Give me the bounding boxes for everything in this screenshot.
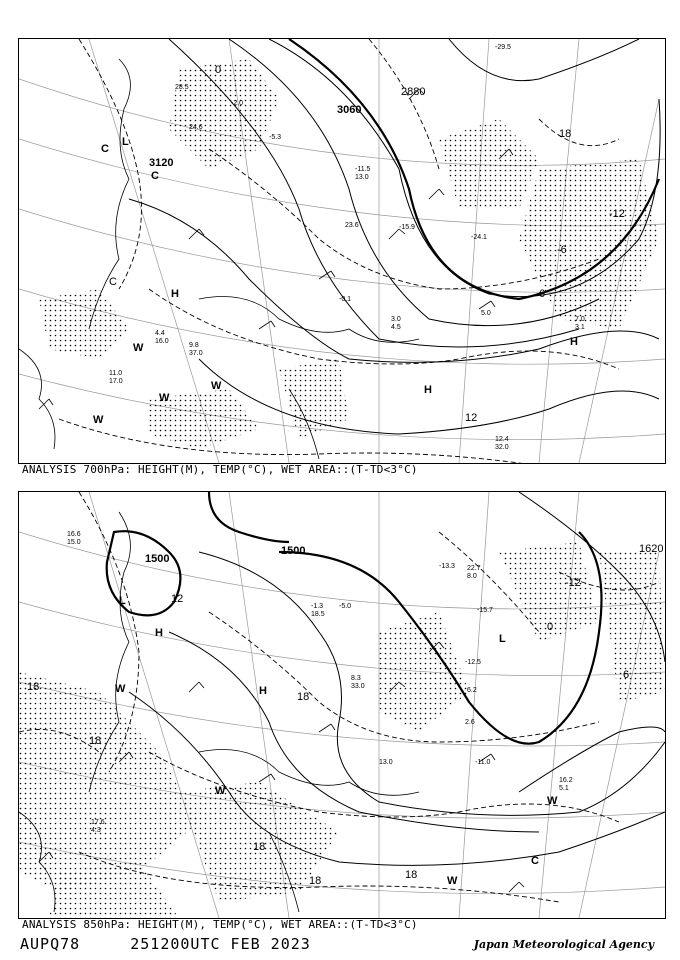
caption-700hpa: ANALYSIS 700hPa: HEIGHT(M), TEMP(°C), WET AREA::(T-TD<3°C) bbox=[22, 463, 418, 476]
height-label-2880: 2880 bbox=[401, 86, 426, 98]
isotherm-label: 18 bbox=[559, 128, 572, 140]
isotherm-label: -12 bbox=[609, 208, 625, 220]
height-label-3060: 3060 bbox=[337, 104, 362, 116]
station-value: 33.0 bbox=[351, 683, 365, 690]
isotherm-label: 12 bbox=[465, 412, 478, 424]
isotherm-label: 18 bbox=[309, 875, 322, 887]
station-value: -12.5 bbox=[465, 659, 481, 666]
station-value: 32.0 bbox=[495, 444, 509, 451]
station-value: 9.8 bbox=[189, 342, 199, 349]
isotherm-label: 6 bbox=[623, 669, 630, 681]
isotherm-label: 18 bbox=[297, 691, 310, 703]
station-value: -2.0 bbox=[231, 100, 244, 107]
isotherm-label: 0 bbox=[215, 64, 222, 76]
isotherm-label: 12 bbox=[171, 593, 184, 605]
high-center-H: H bbox=[424, 384, 432, 396]
isotherm-label: 18 bbox=[253, 841, 266, 853]
height-label-1500: 1500 bbox=[145, 553, 170, 565]
station-value: -5.0 bbox=[339, 603, 352, 610]
isotherm-label: 18 bbox=[27, 681, 40, 693]
height-contour-1500 bbox=[209, 492, 289, 542]
station-value: 37.0 bbox=[189, 350, 203, 357]
warm-center-W: W bbox=[159, 392, 170, 404]
station-value: 3.1 bbox=[575, 324, 585, 331]
station-value: 3.0 bbox=[391, 316, 401, 323]
cold-center-C: C bbox=[151, 170, 159, 182]
warm-center-W: W bbox=[447, 875, 458, 887]
station-value: -0.1 bbox=[339, 296, 352, 303]
map-700hpa-canvas bbox=[19, 39, 665, 463]
warm-center-W: W bbox=[93, 414, 104, 426]
agency-credit: Japan Meteorological Agency bbox=[473, 938, 654, 951]
station-value: 13.0 bbox=[355, 174, 369, 181]
low-center-L: L bbox=[119, 595, 126, 607]
warm-center-W: W bbox=[215, 785, 226, 797]
isotherm-label: 18 bbox=[405, 869, 418, 881]
isotherm-label: -12 bbox=[565, 577, 581, 589]
warm-center-W: W bbox=[211, 380, 222, 392]
station-value: 16.6 bbox=[67, 531, 81, 538]
station-value: 17.0 bbox=[109, 378, 123, 385]
station-value: 24.6 bbox=[189, 124, 203, 131]
map-700hpa bbox=[18, 38, 666, 464]
isotherm-label: C bbox=[109, 276, 117, 288]
low-center-L: L bbox=[499, 633, 506, 645]
station-value: -29.5 bbox=[495, 44, 511, 51]
station-value: 4.4 bbox=[155, 330, 165, 337]
station-value: 16.2 bbox=[559, 777, 573, 784]
station-value: 4.5 bbox=[391, 324, 401, 331]
station-value: 7.0 bbox=[575, 316, 585, 323]
map-850hpa bbox=[18, 491, 666, 919]
station-value: 15.0 bbox=[67, 539, 81, 546]
caption-850hpa: ANALYSIS 850hPa: HEIGHT(M), TEMP(°C), WET AREA::(T-TD<3°C) bbox=[22, 918, 418, 931]
station-value: 17.6 bbox=[91, 819, 105, 826]
station-value: 18.5 bbox=[311, 611, 325, 618]
high-center-H: H bbox=[155, 627, 163, 639]
station-value: 12.4 bbox=[495, 436, 509, 443]
station-value: 28.5 bbox=[175, 84, 189, 91]
station-value: 13.0 bbox=[379, 759, 393, 766]
station-value: -11.0 bbox=[475, 759, 491, 766]
high-center-H: H bbox=[259, 685, 267, 697]
station-value: 23.6 bbox=[345, 222, 359, 229]
height-label-1500: 1500 bbox=[281, 545, 306, 557]
isotherm-label: 18 bbox=[89, 735, 102, 747]
warm-center-W: W bbox=[115, 683, 126, 695]
warm-center-W: W bbox=[133, 342, 144, 354]
station-value: -24.1 bbox=[471, 234, 487, 241]
product-code: AUPQ78 bbox=[20, 935, 81, 953]
cold-center-C: C bbox=[531, 855, 539, 867]
isotherm-label: 0 bbox=[547, 621, 554, 633]
station-value: -15.7 bbox=[477, 607, 493, 614]
station-value: 2.6 bbox=[465, 719, 475, 726]
height-label-1620: 1620 bbox=[639, 543, 664, 555]
station-value: 11.0 bbox=[109, 370, 123, 377]
high-center-H: H bbox=[570, 336, 578, 348]
warm-center-W: W bbox=[547, 795, 558, 807]
analysis-datetime: 251200UTC FEB 2023 bbox=[130, 935, 311, 953]
station-value: -5.3 bbox=[269, 134, 282, 141]
isotherm-label: -6 bbox=[557, 244, 567, 256]
station-value: 5.0 bbox=[481, 310, 491, 317]
low-center-L: L bbox=[122, 136, 129, 148]
station-value: 6.2 bbox=[467, 687, 477, 694]
station-value: 8.3 bbox=[351, 675, 361, 682]
station-value: 22.7 bbox=[467, 565, 481, 572]
cold-center-C: C bbox=[101, 143, 109, 155]
station-value: -1.3 bbox=[311, 603, 324, 610]
station-value: -11.5 bbox=[355, 166, 371, 173]
station-value: -13.3 bbox=[439, 563, 455, 570]
height-contour-1500-loop bbox=[107, 531, 184, 615]
station-value: 8.0 bbox=[467, 573, 477, 580]
station-value: 5.1 bbox=[559, 785, 569, 792]
map-850hpa-canvas bbox=[19, 492, 665, 918]
station-value: 16.0 bbox=[155, 338, 169, 345]
isotherm-label: 6 bbox=[539, 288, 546, 300]
high-center-H: H bbox=[171, 288, 179, 300]
station-value: -15.9 bbox=[399, 224, 415, 231]
station-value: 4.3 bbox=[91, 827, 101, 834]
chart-identifier bbox=[20, 935, 311, 953]
height-label-3120: 3120 bbox=[149, 157, 174, 169]
